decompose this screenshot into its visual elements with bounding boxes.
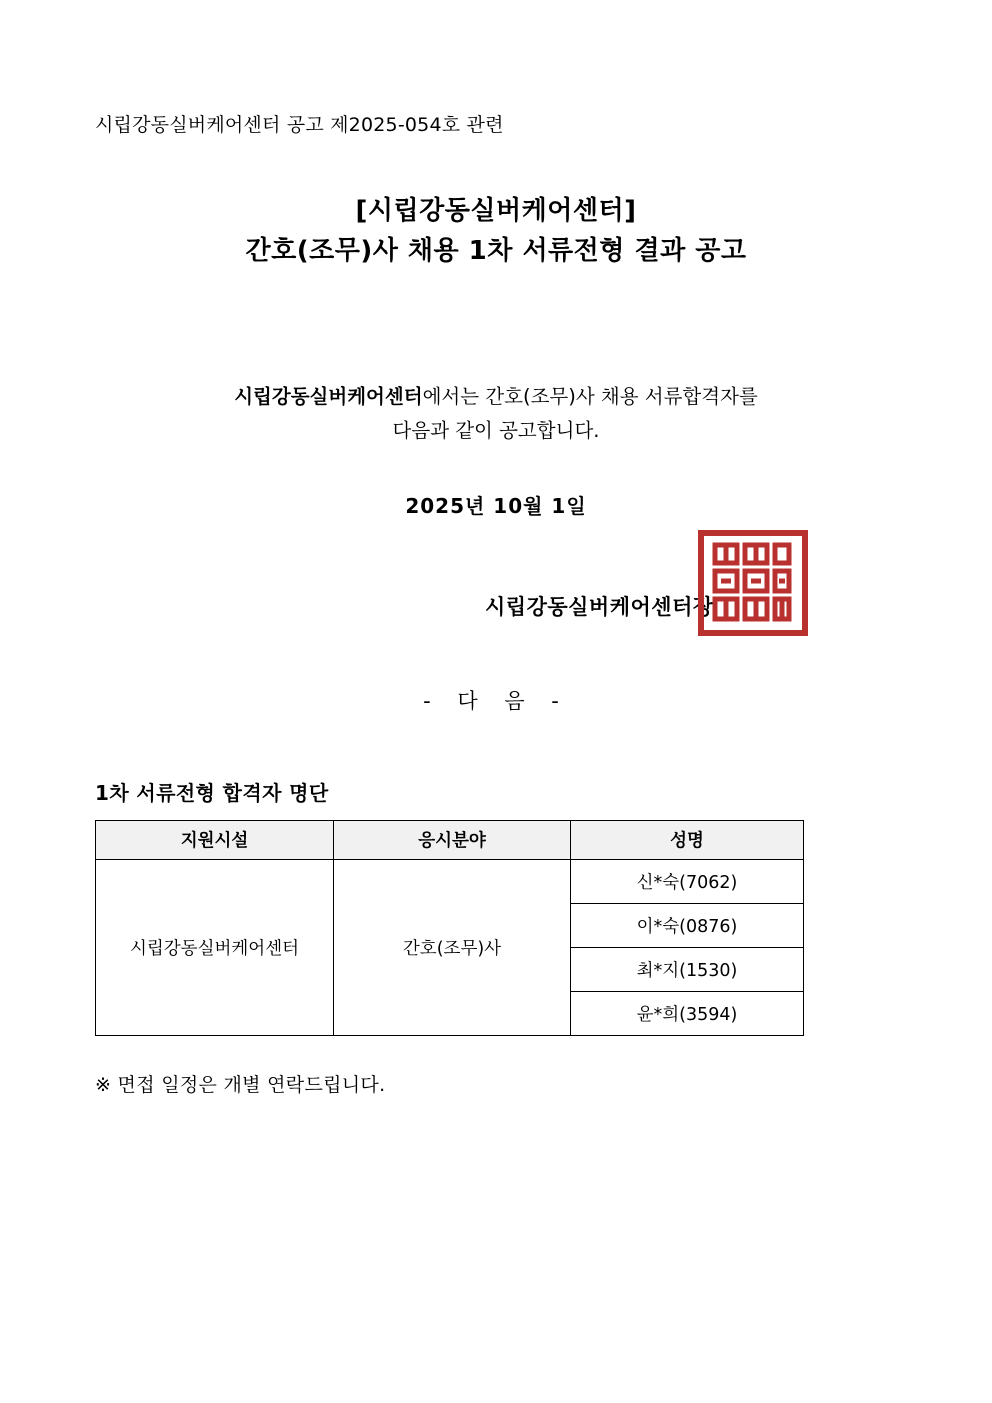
intro-paragraph <box>95 380 897 448</box>
cell-field: 간호(조무)사 <box>334 859 571 1035</box>
reference-line: 시립강동실버케어센터 공고 제2025-054호 관련 <box>95 114 504 136</box>
issuer-name: 시립강동실버케어센터장 <box>485 594 714 619</box>
official-seal-icon <box>695 529 815 639</box>
title-line-1: [시립강동실버케어센터] <box>355 196 637 226</box>
section-divider-text: - 다 음 - <box>423 688 569 713</box>
intro-line-2: 다음과 같이 공고합니다. <box>392 418 600 442</box>
cell-name: 최*지(1530) <box>571 947 804 991</box>
document-title <box>95 191 897 272</box>
list-section-title: 1차 서류전형 합격자 명단 <box>95 780 329 805</box>
cell-name: 이*숙(0876) <box>571 903 804 947</box>
intro-line-1 <box>95 380 897 414</box>
pass-list-table <box>95 820 804 1036</box>
issue-date: 2025년 10월 1일 <box>405 493 587 518</box>
title-line-2: 간호(조무)사 채용 1차 서류전형 결과 공고 <box>245 236 747 267</box>
cell-facility: 시립강동실버케어센터 <box>96 859 334 1035</box>
intro-rest: 에서는 간호(조무)사 채용 서류합격자를 <box>422 384 758 408</box>
table-header-row <box>96 820 804 859</box>
table-row <box>96 859 804 903</box>
cell-name: 신*숙(7062) <box>571 859 804 903</box>
issuer-row <box>95 571 897 641</box>
column-header-facility: 지원시설 <box>96 820 334 859</box>
intro-organization: 시립강동실버케어센터 <box>234 384 423 408</box>
footer-note: ※ 면접 일정은 개별 연락드립니다. <box>95 1073 386 1096</box>
column-header-name: 성명 <box>571 820 804 859</box>
column-header-field: 응시분야 <box>334 820 571 859</box>
cell-name: 윤*희(3594) <box>571 991 804 1035</box>
